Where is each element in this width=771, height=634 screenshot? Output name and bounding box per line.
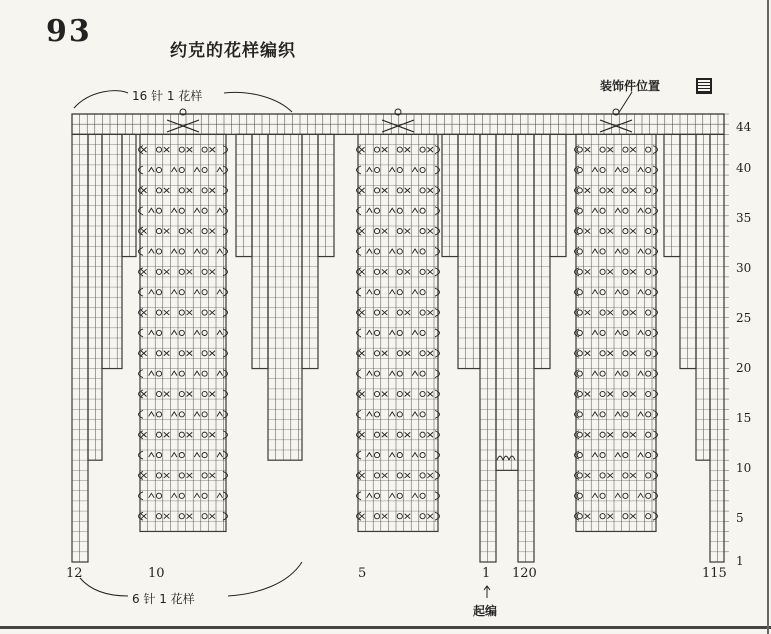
column-decrease-5 bbox=[252, 134, 268, 368]
column-number-120: 120 bbox=[512, 566, 537, 581]
column-decrease-6 bbox=[268, 134, 302, 460]
column-decrease-2 bbox=[102, 134, 122, 368]
repeat-brace-bottom-right bbox=[228, 562, 302, 596]
column-decrease-1 bbox=[88, 134, 102, 460]
row-ticks bbox=[724, 114, 729, 552]
row-number-5: 5 bbox=[736, 511, 744, 525]
ornament-marker-icon bbox=[167, 120, 199, 132]
row-number-10: 10 bbox=[736, 461, 752, 475]
ornament-marker-icon bbox=[382, 120, 414, 132]
column-number-12: 12 bbox=[66, 566, 83, 581]
ornament-marker-icon bbox=[600, 120, 632, 132]
column-decrease-7 bbox=[302, 134, 318, 368]
column-decrease-14 bbox=[680, 134, 696, 368]
right-rule bbox=[767, 0, 769, 634]
column-decrease-3 bbox=[122, 134, 136, 256]
ornament-leader-line bbox=[618, 92, 632, 114]
chart-title: 约克的花样编织 bbox=[170, 41, 296, 61]
repeat-label-top: 16 针 1 花样 bbox=[132, 89, 203, 103]
column-start-gap bbox=[496, 134, 518, 470]
column-decrease-15 bbox=[696, 134, 710, 460]
column-plain-left-edge bbox=[72, 134, 88, 562]
column-number-10: 10 bbox=[148, 566, 165, 581]
column-decrease-10 bbox=[458, 134, 480, 368]
column-decrease-12 bbox=[550, 134, 566, 256]
column-pattern-2 bbox=[357, 109, 440, 531]
column-decrease-8 bbox=[318, 134, 334, 256]
repeat-label-bottom: 6 针 1 花样 bbox=[132, 592, 195, 606]
row-number-30: 30 bbox=[736, 261, 752, 275]
row-number-44: 44 bbox=[736, 120, 752, 134]
repeat-brace-bottom-left bbox=[80, 578, 128, 596]
column-decrease-9 bbox=[442, 134, 458, 256]
row-number-35: 35 bbox=[736, 211, 752, 225]
row-number-20: 20 bbox=[736, 361, 752, 375]
column-start-right bbox=[518, 134, 534, 562]
row-number-15: 15 bbox=[736, 411, 752, 425]
column-number-1: 1 bbox=[482, 566, 491, 581]
repeat-brace-top-right bbox=[224, 92, 292, 112]
start-marker bbox=[497, 456, 515, 460]
ornament-position-label: 装饰件位置 bbox=[600, 79, 661, 93]
column-number-5: 5 bbox=[358, 566, 367, 581]
column-plain-right-edge bbox=[710, 134, 724, 562]
column-number-115: 115 bbox=[702, 566, 727, 581]
row-number-25: 25 bbox=[736, 311, 752, 325]
page-number: 93 bbox=[46, 14, 92, 49]
row-number-40: 40 bbox=[736, 161, 752, 175]
column-pattern-3 bbox=[575, 109, 658, 531]
column-decrease-13 bbox=[664, 134, 680, 256]
row-number-1: 1 bbox=[736, 554, 744, 568]
repeat-brace-top-left bbox=[74, 91, 128, 108]
column-start-left bbox=[480, 134, 496, 562]
column-decrease-4 bbox=[236, 134, 252, 256]
column-pattern-1 bbox=[139, 109, 228, 531]
column-decrease-11 bbox=[534, 134, 550, 368]
arrow-up-icon bbox=[484, 586, 490, 598]
bottom-rule bbox=[0, 626, 771, 629]
start-label: 起编 bbox=[473, 604, 498, 618]
